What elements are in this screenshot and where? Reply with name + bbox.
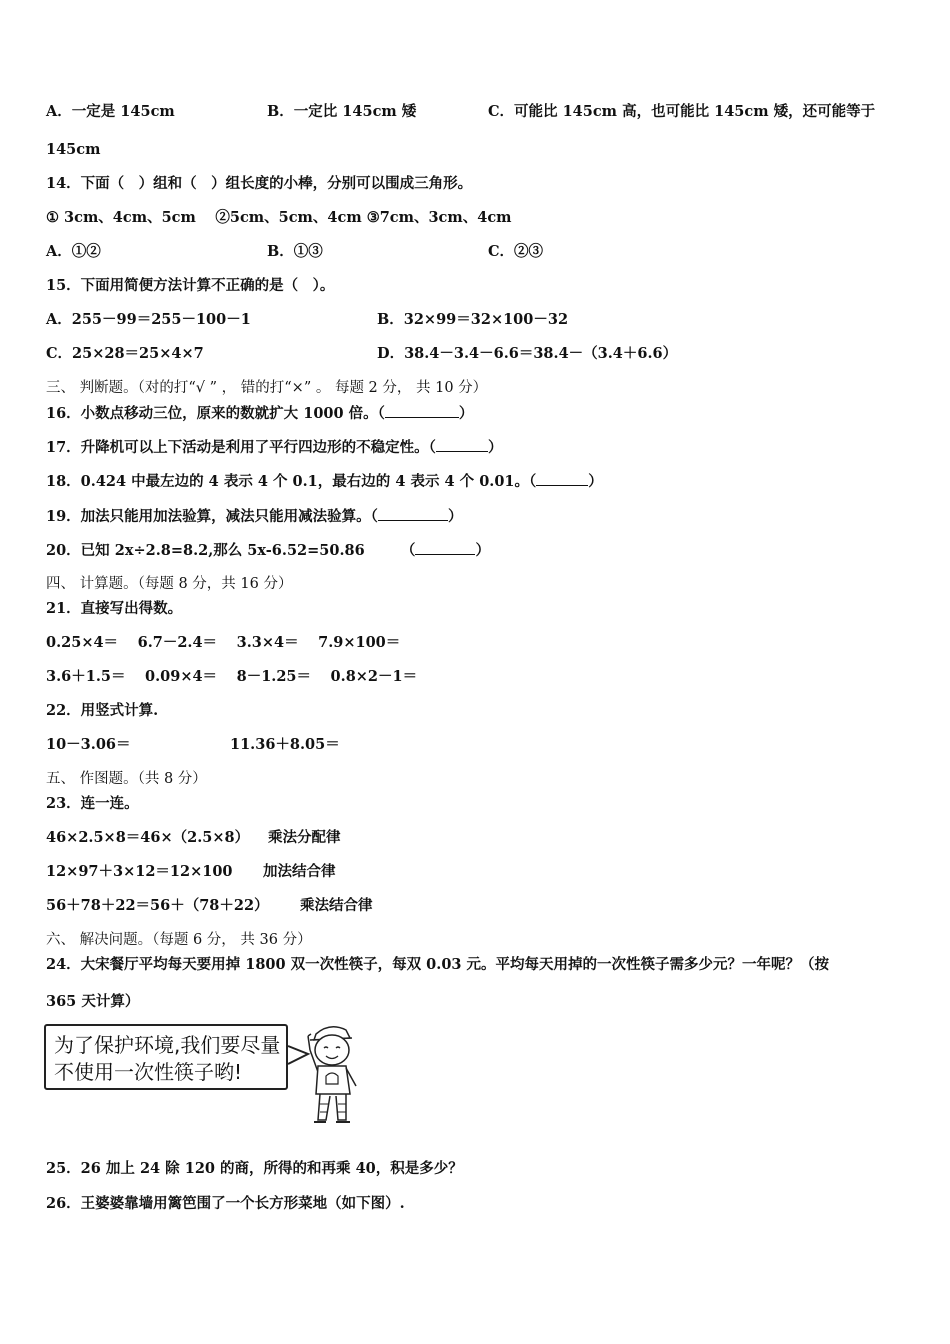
q14-option-c: C．②③ xyxy=(488,243,544,260)
q21-row-1: 0.25×4＝ 6.7－2.4＝ 3.3×4＝ 7.9×100＝ xyxy=(46,634,401,651)
q17-paren: ） xyxy=(487,439,503,456)
q19-text: 19．加法只能用加法验算，减法只能用减法验算。（ xyxy=(46,508,378,525)
q16 xyxy=(46,403,473,424)
q19-paren: ） xyxy=(447,508,463,525)
q16-paren: ） xyxy=(458,405,474,422)
q15-option-d: D．38.4－3.4－6.6＝38.4－（3.4＋6.6） xyxy=(377,345,678,362)
speech-bubble xyxy=(44,1024,288,1090)
q13-option-b: B．一定比 145cm 矮 xyxy=(267,103,417,120)
q24-line-2: 365 天计算） xyxy=(46,993,140,1010)
q14-option-a: A．①② xyxy=(46,243,101,260)
q23-right-1[interactable]: 乘法分配律 xyxy=(268,829,341,846)
q20-paren: ） xyxy=(475,542,490,559)
q17-answer-blank[interactable] xyxy=(436,437,488,452)
q26: 26．王婆婆靠墙用篱笆围了一个长方形菜地（如下图）. xyxy=(46,1195,405,1212)
q17 xyxy=(46,437,502,458)
q15-option-c: C．25×28＝25×4×7 xyxy=(46,345,204,362)
q18-paren: ） xyxy=(588,473,603,490)
q15-option-b: B．32×99＝32×100－32 xyxy=(377,311,569,328)
section-4-heading: 四、 计算题。（每题 8 分，共 16 分） xyxy=(46,576,293,592)
q13-option-c-continued: 145cm xyxy=(46,141,101,158)
q18-answer-blank[interactable] xyxy=(536,471,588,486)
q18-text: 18．0.424 中最左边的 4 表示 4 个 0.1，最右边的 4 表示 4 个 0.01。（ xyxy=(46,473,537,490)
section-3-heading: 三、 判断题。（对的打“√ ” ， 错的打“×” 。 每题 2 分， 共 10 分） xyxy=(46,380,488,396)
q13-option-a: A．一定是 145cm xyxy=(46,103,175,120)
q20-answer-blank[interactable] xyxy=(415,540,475,555)
boy-cartoon-icon xyxy=(280,1020,370,1130)
q22-left-problem: 10－3.06＝ xyxy=(46,736,131,753)
q23-left-3[interactable]: 56＋78＋22＝56＋（78＋22） xyxy=(46,897,269,914)
q20-text: 20．已知 2x÷2.8=8.2,那么 5x-6.52=50.86 （ xyxy=(46,542,416,559)
section-5-heading: 五、 作图题。（共 8 分） xyxy=(46,771,207,787)
q23-stem: 23．连一连。 xyxy=(46,795,139,812)
q22-right-problem: 11.36＋8.05＝ xyxy=(230,736,340,753)
speech-bubble-text xyxy=(54,1032,280,1086)
q13-option-c: C．可能比 145cm 高，也可能比 145cm 矮，还可能等于 xyxy=(488,103,876,120)
q25: 25．26 加上 24 除 120 的商，所得的和再乘 40，积是多少？ xyxy=(46,1160,463,1177)
q14-stem: 14．下面（ ）组和（ ）组长度的小棒，分别可以围成三角形。 xyxy=(46,175,473,192)
q19-answer-blank[interactable] xyxy=(378,506,448,521)
q18 xyxy=(46,471,603,492)
q19 xyxy=(46,506,462,527)
q14-option-b: B．①③ xyxy=(267,243,323,260)
q23-left-2[interactable]: 12×97＋3×12＝12×100 xyxy=(46,863,233,880)
q15-stem: 15．下面用简便方法计算不正确的是（ ）。 xyxy=(46,277,335,294)
q22-stem: 22．用竖式计算. xyxy=(46,702,159,719)
q20 xyxy=(46,540,490,561)
q23-right-2[interactable]: 加法结合律 xyxy=(263,863,336,880)
q16-answer-blank[interactable] xyxy=(385,403,459,418)
q23-right-3[interactable]: 乘法结合律 xyxy=(300,897,373,914)
q16-text: 16．小数点移动三位，原来的数就扩大 1000 倍。（ xyxy=(46,405,385,422)
section-6-heading: 六、 解决问题。（每题 6 分， 共 36 分） xyxy=(46,932,312,948)
speech-bubble-line-1: 为了保护环境,我们要尽量 xyxy=(54,1033,281,1057)
q21-row-2: 3.6＋1.5＝ 0.09×4＝ 8－1.25＝ 0.8×2－1＝ xyxy=(46,668,418,685)
q17-text: 17．升降机可以上下活动是利用了平行四边形的不稳定性。（ xyxy=(46,439,436,456)
q15-option-a: A．255－99＝255－100－1 xyxy=(46,311,251,328)
q21-stem: 21．直接写出得数。 xyxy=(46,600,183,617)
speech-bubble-line-2: 不使用一次性筷子哟! xyxy=(54,1060,243,1084)
q23-left-1[interactable]: 46×2.5×8＝46×（2.5×8） xyxy=(46,829,250,846)
q24-line-1: 24．大宋餐厅平均每天要用掉 1800 双一次性筷子，每双 0.03 元。平均每天用掉的一次性筷子需多少元？一年呢？（按 xyxy=(46,956,830,973)
q14-groups: ① 3cm、4cm、5cm ②5cm、5cm、4cm ③7cm、3cm、4cm xyxy=(46,209,512,226)
